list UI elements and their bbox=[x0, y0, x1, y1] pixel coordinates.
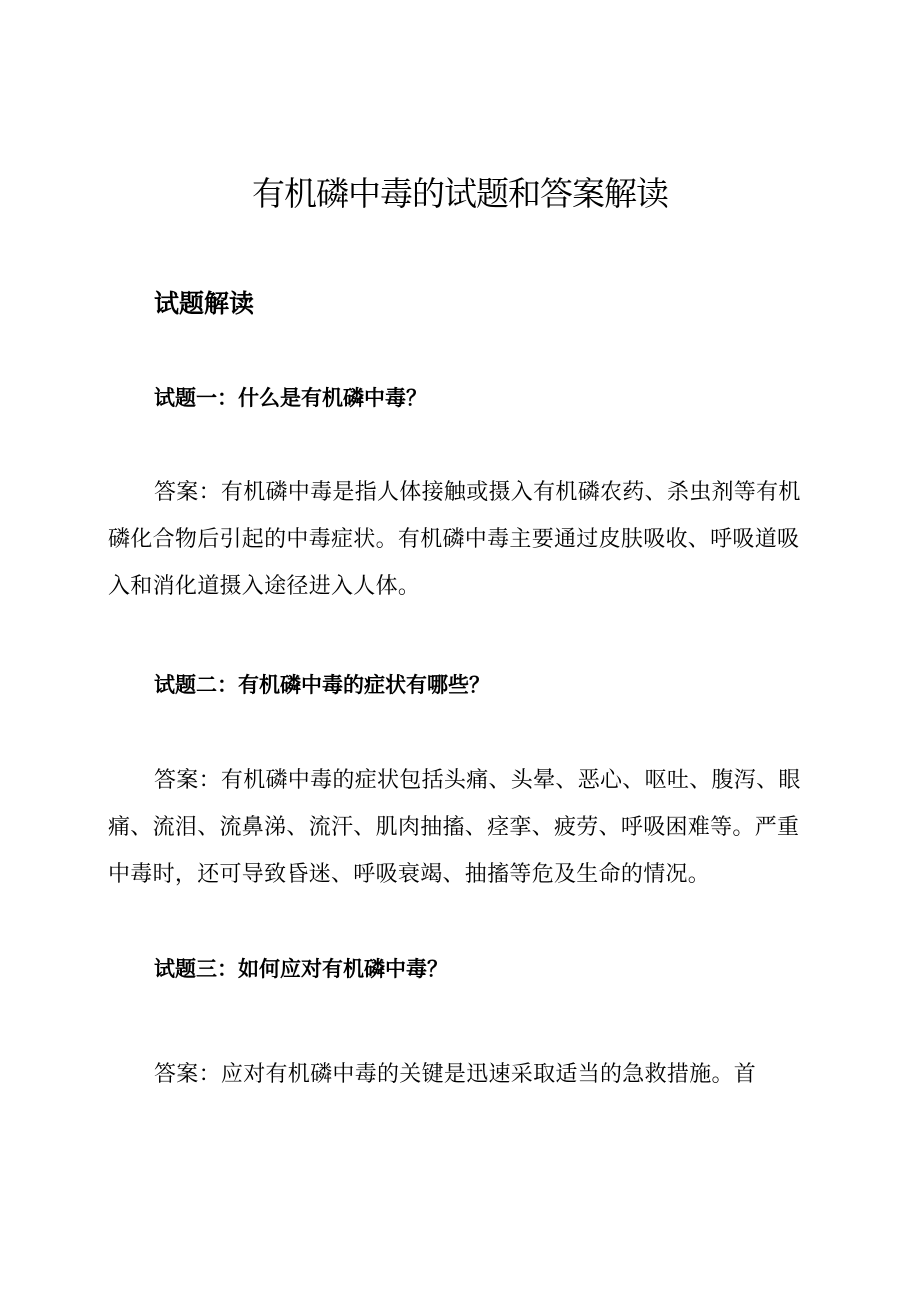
answer-3: 答案：应对有机磷中毒的关键是迅速采取适当的急救措施。首 bbox=[154, 1062, 757, 1087]
document-title: 有机磷中毒的试题和答案解读 bbox=[252, 174, 668, 213]
section-heading: 试题解读 bbox=[154, 289, 255, 318]
question-1: 试题一：什么是有机磷中毒？ bbox=[154, 386, 427, 410]
question-3: 试题三：如何应对有机磷中毒？ bbox=[154, 957, 448, 981]
answer-1: 答案：有机磷中毒是指人体接触或摄入有机磷农药、杀虫剂等有机磷化合物后引起的中毒症状。有机磷中毒主要通过皮肤吸收、呼吸道吸入和消化道摄入途径进入人体。 bbox=[108, 480, 801, 599]
answer-2: 答案：有机磷中毒的症状包括头痛、头晕、恶心、呕吐、腹泻、眼痛、流泪、流鼻涕、流汗、肌肉抽搐、痉挛、疲劳、呼吸困难等。严重中毒时，还可导致昏迷、呼吸衰竭、抽搐等危及生命的情况。 bbox=[108, 768, 801, 887]
question-2: 试题二：有机磷中毒的症状有哪些？ bbox=[154, 673, 490, 697]
